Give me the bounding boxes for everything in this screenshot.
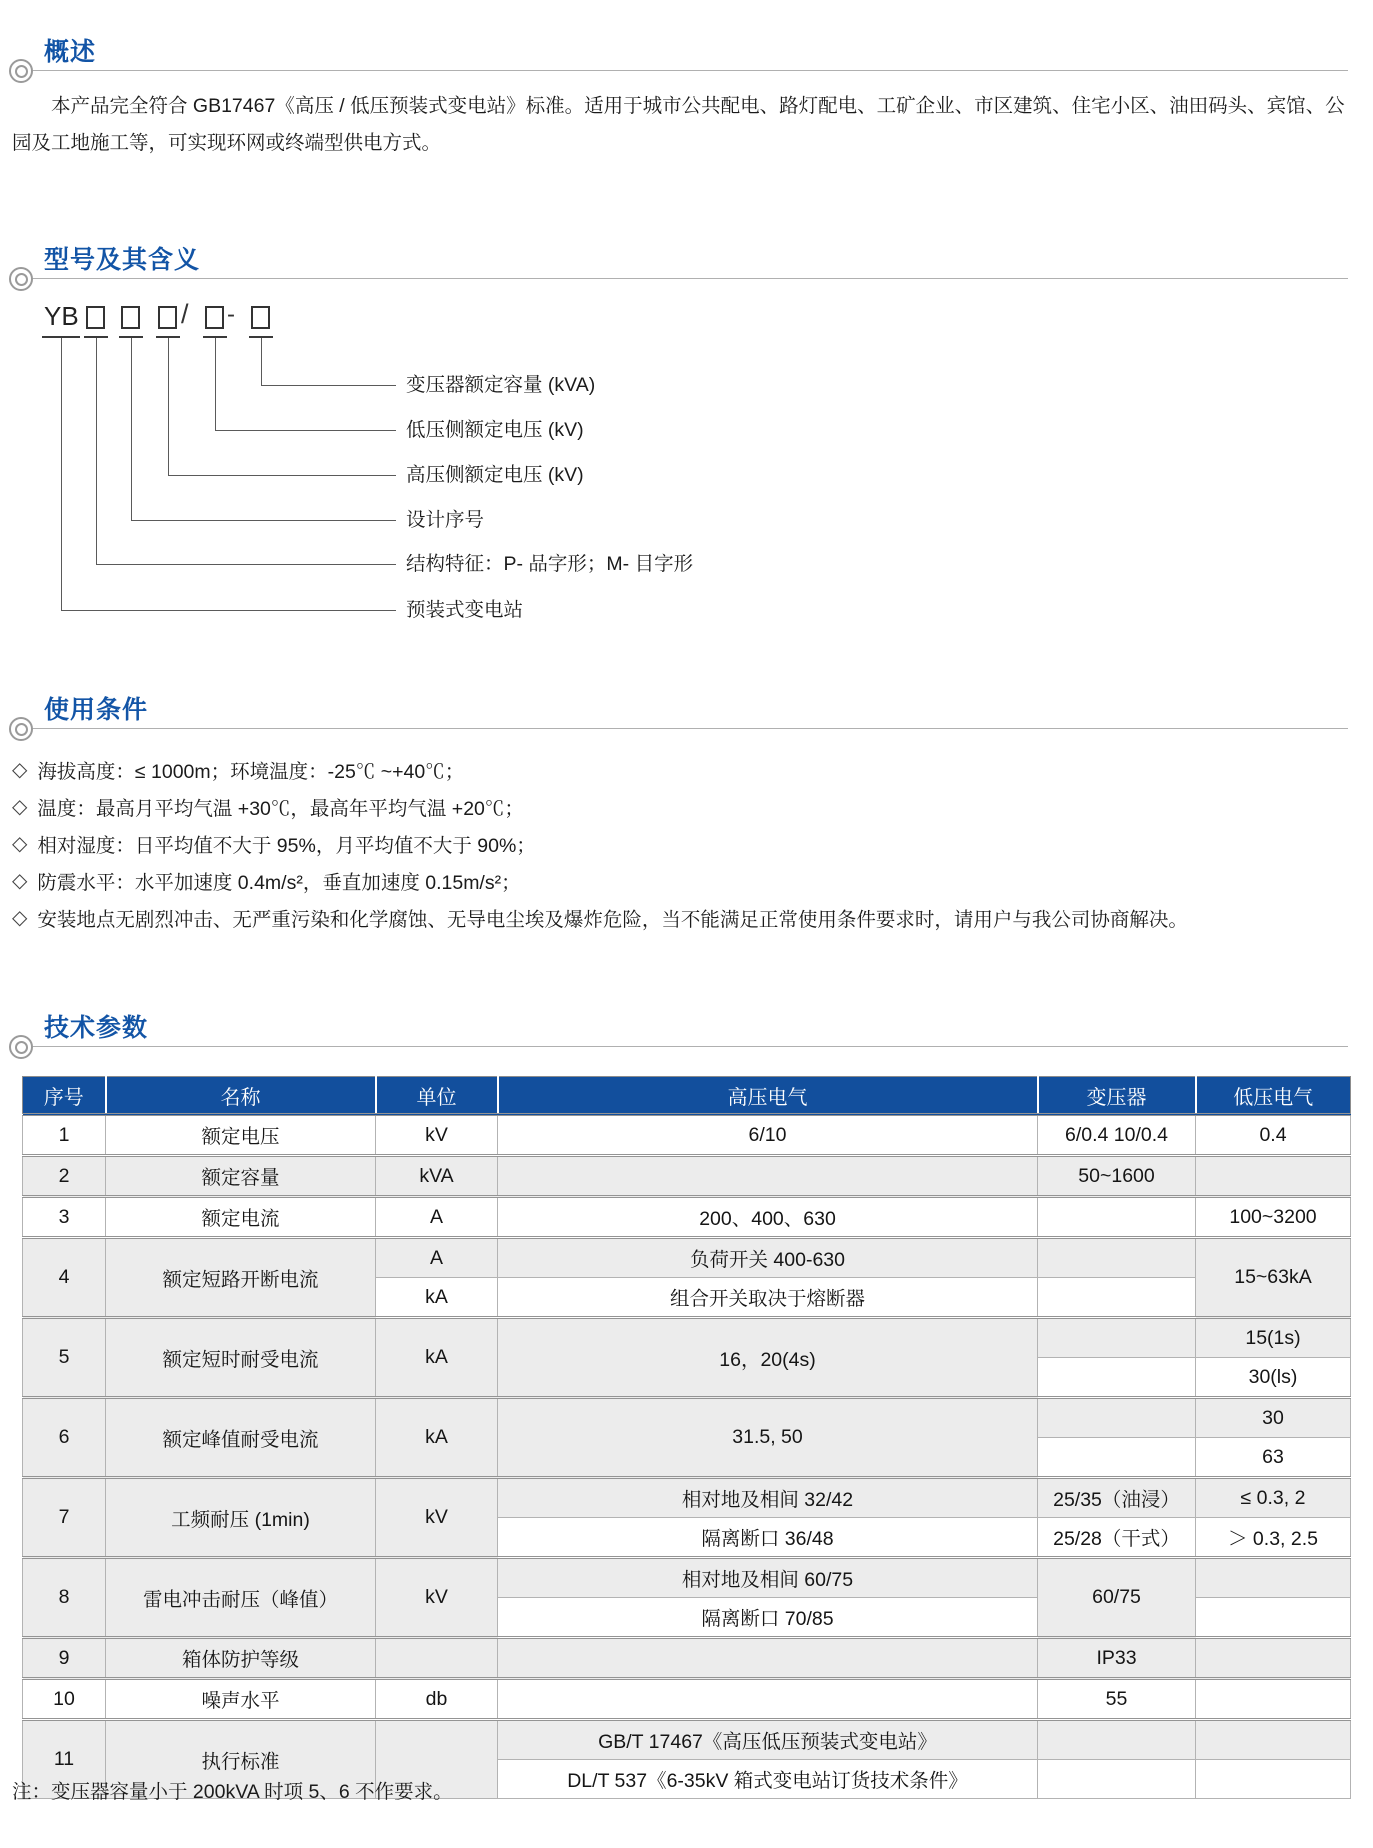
spec-cell: kA xyxy=(376,1318,498,1398)
connector-line xyxy=(168,338,169,475)
spec-cell: 噪声水平 xyxy=(106,1679,376,1720)
spec-cell xyxy=(1038,1278,1196,1318)
spec-cell xyxy=(1196,1598,1351,1638)
table-row xyxy=(23,1720,1351,1760)
connector-line xyxy=(96,338,97,564)
section-rule xyxy=(20,278,1348,279)
diamond-icon: ◇ xyxy=(12,870,28,892)
table-row xyxy=(23,1638,1351,1679)
spec-cell: 隔离断口 70/85 xyxy=(498,1598,1038,1638)
model-prefix: YB xyxy=(44,301,79,331)
connector-line xyxy=(168,475,396,476)
spec-cell: 额定短时耐受电流 xyxy=(106,1318,376,1398)
spec-cell xyxy=(498,1638,1038,1679)
condition-text: 温度：最高月平均气温 +30℃，最高年平均气温 +20℃； xyxy=(37,797,524,820)
condition-item xyxy=(12,751,1364,788)
spec-cell: 1 xyxy=(23,1115,106,1156)
spec-cell: 5 xyxy=(23,1318,106,1398)
model-label: 预装式变电站 xyxy=(406,599,524,621)
spec-cell: 60/75 xyxy=(1038,1558,1196,1638)
spec-cell: 50~1600 xyxy=(1038,1156,1196,1197)
spec-cell: ≤ 0.3, 2 xyxy=(1196,1478,1351,1518)
spec-cell xyxy=(376,1638,498,1679)
connector-line xyxy=(131,338,132,520)
spec-cell: 4 xyxy=(23,1238,106,1318)
col-header-hv: 高压电气 xyxy=(498,1077,1038,1115)
connector-line xyxy=(61,338,62,610)
spec-cell: 工频耐压 (1min) xyxy=(106,1478,376,1558)
spec-cell: 额定容量 xyxy=(106,1156,376,1197)
spec-cell xyxy=(1038,1720,1196,1760)
spec-cell: 100~3200 xyxy=(1196,1197,1351,1238)
model-label: 变压器额定容量 (kVA) xyxy=(406,374,596,396)
spec-cell: kA xyxy=(376,1398,498,1478)
double-ring-icon xyxy=(9,267,33,291)
spec-cell: 隔离断口 36/48 xyxy=(498,1518,1038,1558)
model-title: 型号及其含义 xyxy=(44,246,201,274)
condition-item xyxy=(12,788,1364,825)
connector-line xyxy=(215,338,216,430)
spec-cell xyxy=(1196,1720,1351,1760)
col-header-unit: 单位 xyxy=(376,1077,498,1115)
spec-cell: A xyxy=(376,1197,498,1238)
spec-cell xyxy=(1038,1358,1196,1398)
spec-cell: 额定电压 xyxy=(106,1115,376,1156)
table-note: 注：变压器容量小于 200kVA 时项 5、6 不作要求。 xyxy=(12,1781,453,1803)
specs-table xyxy=(22,1076,1351,1799)
spec-cell: 7 xyxy=(23,1478,106,1558)
spec-cell xyxy=(1196,1638,1351,1679)
spec-cell: 3 xyxy=(23,1197,106,1238)
double-ring-icon xyxy=(9,1035,33,1059)
spec-cell xyxy=(1196,1558,1351,1598)
spec-cell xyxy=(1196,1156,1351,1197)
spec-cell xyxy=(1038,1318,1196,1358)
spec-cell: 11 xyxy=(23,1720,106,1799)
model-box xyxy=(158,306,177,329)
spec-cell xyxy=(498,1156,1038,1197)
table-row xyxy=(23,1398,1351,1438)
table-row xyxy=(23,1318,1351,1358)
spec-cell: 15~63kA xyxy=(1196,1238,1351,1318)
section-rule xyxy=(20,728,1348,729)
spec-cell: 16，20(4s) xyxy=(498,1318,1038,1398)
spec-cell: 25/35（油浸） xyxy=(1038,1478,1196,1518)
spec-cell xyxy=(1038,1760,1196,1799)
spec-cell xyxy=(1038,1398,1196,1438)
spec-cell xyxy=(1196,1679,1351,1720)
overview-title: 概述 xyxy=(44,38,97,66)
double-ring-icon xyxy=(9,59,33,83)
spec-cell: 箱体防护等级 xyxy=(106,1638,376,1679)
model-box xyxy=(86,306,105,329)
connector-line xyxy=(261,338,262,385)
spec-cell: A xyxy=(376,1238,498,1278)
model-label: 低压侧额定电压 (kV) xyxy=(406,419,584,441)
spec-cell: 额定电流 xyxy=(106,1197,376,1238)
spec-cell: 负荷开关 400-630 xyxy=(498,1238,1038,1278)
section-rule xyxy=(20,70,1348,71)
spec-cell: DL/T 537《6-35kV 箱式变电站订货技术条件》 xyxy=(498,1760,1038,1799)
diamond-icon: ◇ xyxy=(12,759,28,781)
spec-cell xyxy=(1038,1238,1196,1278)
connector-line xyxy=(61,610,396,611)
conditions-title: 使用条件 xyxy=(44,696,149,724)
diamond-icon: ◇ xyxy=(12,907,28,929)
spec-cell: 相对地及相间 32/42 xyxy=(498,1478,1038,1518)
spec-cell: 执行标准 xyxy=(106,1720,376,1799)
model-label: 设计序号 xyxy=(406,509,485,531)
section-rule xyxy=(20,1046,1348,1047)
spec-cell: 雷电冲击耐压（峰值） xyxy=(106,1558,376,1638)
table-header-row xyxy=(23,1077,1351,1115)
spec-cell: 6/0.4 10/0.4 xyxy=(1038,1115,1196,1156)
spec-cell: db xyxy=(376,1679,498,1720)
col-header-lv: 低压电气 xyxy=(1196,1077,1351,1115)
spec-cell: 组合开关取决于熔断器 xyxy=(498,1278,1038,1318)
spec-cell: kV xyxy=(376,1478,498,1558)
model-box xyxy=(251,306,270,329)
spec-cell: ＞ 0.3, 2.5 xyxy=(1196,1518,1351,1558)
spec-cell: 15(1s) xyxy=(1196,1318,1351,1358)
spec-cell: 30(ls) xyxy=(1196,1358,1351,1398)
spec-cell: 0.4 xyxy=(1196,1115,1351,1156)
spec-cell: 6/10 xyxy=(498,1115,1038,1156)
model-label: 高压侧额定电压 (kV) xyxy=(406,464,584,486)
spec-cell: kV xyxy=(376,1115,498,1156)
col-header-name: 名称 xyxy=(106,1077,376,1115)
connector-line xyxy=(96,564,396,565)
spec-cell: kV xyxy=(376,1558,498,1638)
spec-cell: 10 xyxy=(23,1679,106,1720)
spec-cell: IP33 xyxy=(1038,1638,1196,1679)
spec-cell xyxy=(498,1679,1038,1720)
condition-text: 海拔高度：≤ 1000m；环境温度：-25℃ ~+40℃； xyxy=(37,760,465,783)
table-row xyxy=(23,1679,1351,1720)
ring-inner xyxy=(15,65,28,78)
table-row xyxy=(23,1156,1351,1197)
spec-cell: 200、400、630 xyxy=(498,1197,1038,1238)
table-row xyxy=(23,1558,1351,1598)
condition-text: 防震水平：水平加速度 0.4m/s²，垂直加速度 0.15m/s²； xyxy=(37,871,521,894)
model-box xyxy=(121,306,140,329)
ring-inner xyxy=(15,273,28,286)
spec-cell: 63 xyxy=(1196,1438,1351,1478)
diamond-icon: ◇ xyxy=(12,796,28,818)
connector-line xyxy=(131,520,396,521)
diamond-icon: ◇ xyxy=(12,833,28,855)
table-row xyxy=(23,1115,1351,1156)
spec-cell: 30 xyxy=(1196,1398,1351,1438)
table-row xyxy=(23,1238,1351,1278)
double-ring-icon xyxy=(9,717,33,741)
spec-cell: 2 xyxy=(23,1156,106,1197)
spec-cell: 额定峰值耐受电流 xyxy=(106,1398,376,1478)
spec-cell: 31.5, 50 xyxy=(498,1398,1038,1478)
spec-cell: 25/28（干式） xyxy=(1038,1518,1196,1558)
model-box xyxy=(205,306,224,329)
condition-item xyxy=(12,825,1364,862)
spec-cell: 8 xyxy=(23,1558,106,1638)
spec-cell: kVA xyxy=(376,1156,498,1197)
ring-inner xyxy=(15,1041,28,1054)
condition-item xyxy=(12,862,1364,899)
spec-cell xyxy=(1038,1438,1196,1478)
col-header-transformer: 变压器 xyxy=(1038,1077,1196,1115)
spec-cell: kA xyxy=(376,1278,498,1318)
connector-line xyxy=(215,430,396,431)
condition-text: 相对湿度：日平均值不大于 95%，月平均值不大于 90%； xyxy=(37,834,536,857)
model-dash: - xyxy=(227,301,235,328)
spec-cell xyxy=(1038,1197,1196,1238)
col-header-no: 序号 xyxy=(23,1077,106,1115)
spec-cell: GB/T 17467《高压低压预装式变电站》 xyxy=(498,1720,1038,1760)
spec-cell: 相对地及相间 60/75 xyxy=(498,1558,1038,1598)
spec-cell: 55 xyxy=(1038,1679,1196,1720)
connector-line xyxy=(261,385,396,386)
spec-cell: 额定短路开断电流 xyxy=(106,1238,376,1318)
ring-inner xyxy=(15,723,28,736)
table-row xyxy=(23,1197,1351,1238)
overview-paragraph: 本产品完全符合 GB17467《高压 / 低压预装式变电站》标准。适用于城市公共配电、路灯配电、工矿企业、市区建筑、住宅小区、油田码头、宾馆、公园及工地施工等，可实现环网或终端型供电方式。 xyxy=(12,95,1345,154)
spec-cell: 6 xyxy=(23,1398,106,1478)
table-row xyxy=(23,1478,1351,1518)
model-label: 结构特征：P- 品字形；M- 目字形 xyxy=(406,553,694,575)
condition-text: 安装地点无剧烈冲击、无严重污染和化学腐蚀、无导电尘埃及爆炸危险，当不能满足正常使用条件要求时，请用户与我公司协商解决。 xyxy=(37,908,1188,931)
spec-cell xyxy=(1196,1760,1351,1799)
spec-cell: 9 xyxy=(23,1638,106,1679)
model-slash: / xyxy=(181,299,189,329)
condition-item xyxy=(12,899,1364,936)
conditions-list xyxy=(12,751,1364,936)
specs-title: 技术参数 xyxy=(44,1014,149,1042)
